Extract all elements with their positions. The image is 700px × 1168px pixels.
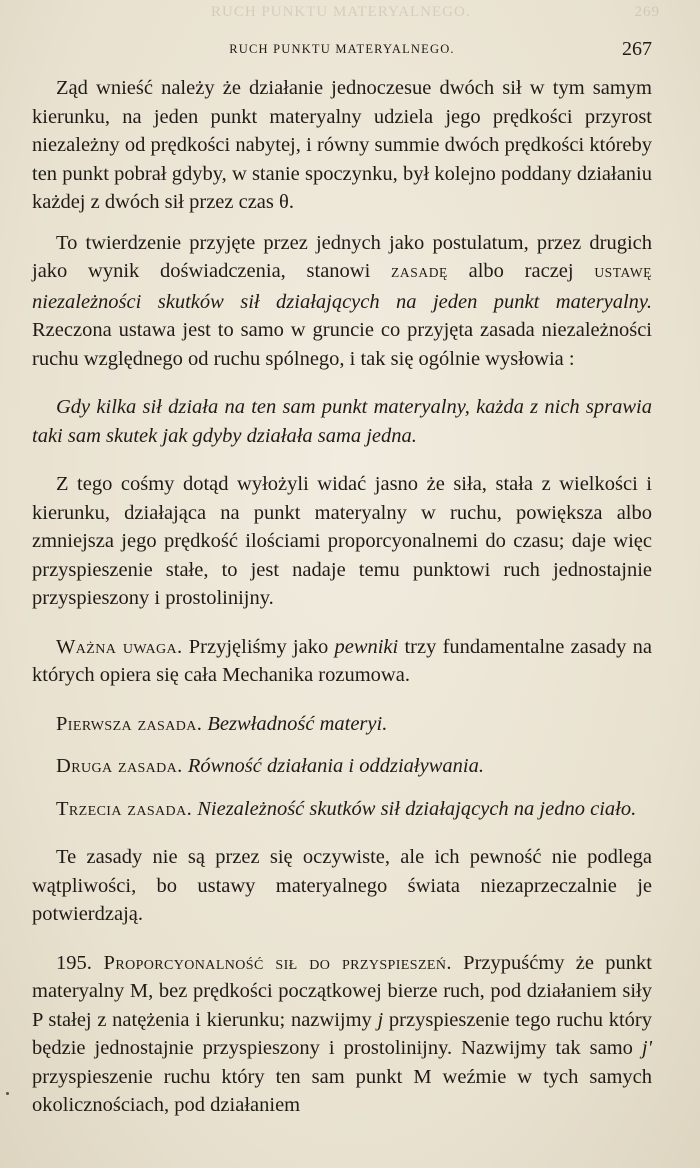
paragraph-6: Te zasady nie są przez się oczywiste, ale ich pewność nie podlega wątpliwości, bo ustawy materyalnego świata niezaprzeczalnie je potwierdzają.	[32, 846, 652, 925]
paragraph-5-text-b: trzy fundamentalne zasady na których opiera się cała Mechanika rozumowa.	[32, 635, 652, 686]
page-number: 267	[622, 38, 652, 60]
principle-2-text: Równość działania i oddziaływania.	[182, 755, 484, 777]
principle-3-text: Niezależność skutków sił działających na jedno ciało.	[192, 797, 637, 820]
important-note-label: Ważna uwaga.	[56, 635, 183, 658]
term-zasade: ZASADĘ	[391, 265, 448, 280]
section-number: 195.	[56, 951, 92, 974]
paragraph-7	[32, 949, 652, 1120]
paragraph-2-text-b: albo raczej	[447, 260, 595, 282]
paragraph-7-text-a: Przypuśćmy że punkt materyalny M, bez prędkości początkowej bierze ruch, pod działaniem siły P stałej z natężenia i kierunku; nazwijmy	[32, 951, 652, 1031]
paragraph-7-text-c: przyspieszenie ruchu który ten sam punkt M weźmie w tych samych okolicznościach, pod działaniem	[32, 1065, 652, 1116]
section-title: Proporcyonalność sił do przyspieszeń.	[91, 951, 452, 974]
principle-1	[32, 710, 652, 739]
paragraph-7-text-b: przyspieszenie tego ruchu który będzie jednostajnie przyspieszony i prostolinijny. Nazwijmy tak samo	[32, 1008, 652, 1059]
page-header	[32, 40, 652, 66]
bleed-running-head: RUCH PUNKTU MATERYALNEGO.	[211, 4, 471, 20]
symbol-j: j	[377, 1008, 384, 1031]
law-statement-text: Gdy kilka sił działa na ten sam punkt materyalny, każda z nich sprawia taki sam skutek jak gdyby działała sama jedna.	[32, 396, 652, 447]
principle-2-label: Druga zasada.	[56, 755, 183, 777]
margin-dot	[6, 1092, 9, 1095]
term-ustawe: USTAWĘ	[594, 265, 653, 280]
principle-1-label: Pierwsza zasada.	[56, 712, 203, 735]
symbol-j-prime: j'	[641, 1037, 652, 1059]
term-pewniki: pewniki	[334, 635, 399, 658]
principle-1-text: Bezwładność materyi.	[202, 712, 388, 735]
principle-3	[32, 795, 652, 824]
paragraph-2-text-c: Rzeczona ustawa jest to samo w gruncie co przyjęta zasada niezależności ruchu względnego od ruchu spólnego, i tak się ogólnie wysłowia :	[32, 319, 652, 370]
principle-2	[32, 752, 652, 781]
paragraph-1: Ząd wnieść należy że działanie jednoczesue dwóch sił w tym samym kierunku, na jeden punkt materyalny udziela jego prędkości przyrost niezależny od prędkości nabytej, i równy summie dwóch prędkości któreby ten punkt pobrał gdyby, w stanie spoczynku, był kolejno poddany działaniu każdej z dwóch sił przez czas θ.	[32, 77, 652, 213]
paragraph-5	[32, 633, 652, 690]
running-head: RUCH PUNKTU MATERYALNEGO.	[229, 42, 455, 56]
law-statement	[32, 393, 652, 450]
paragraph-4: Z tego cośmy dotąd wyłożyli widać jasno że siła, stała z wielkości i kierunku, działająca na punkt materyalny w ruchu, powiększa albo zmniejsza jego prędkość ilościami proporcyonalnemi do czasu; daje więc przyspieszenie stałe, to jest nadaje temu punktowi ruch jednostajnie przyspieszony i prostolinijny.	[32, 473, 652, 609]
paragraph-5-text-a: Przyjęliśmy jako	[182, 635, 335, 658]
paragraph-2-italic: niezależności skutków sił działających na jeden punkt materyalny.	[32, 290, 652, 313]
paragraph-2	[32, 229, 652, 374]
principle-3-label: Trzecia zasada.	[56, 797, 193, 820]
paragraph-2-text-a: To twierdzenie przyjęte przez jednych jako postulatum, przez drugich jako wynik doświadczenia, stanowi	[32, 231, 652, 282]
bleed-page-number: 269	[634, 4, 660, 20]
bleed-through-text	[36, 0, 660, 30]
